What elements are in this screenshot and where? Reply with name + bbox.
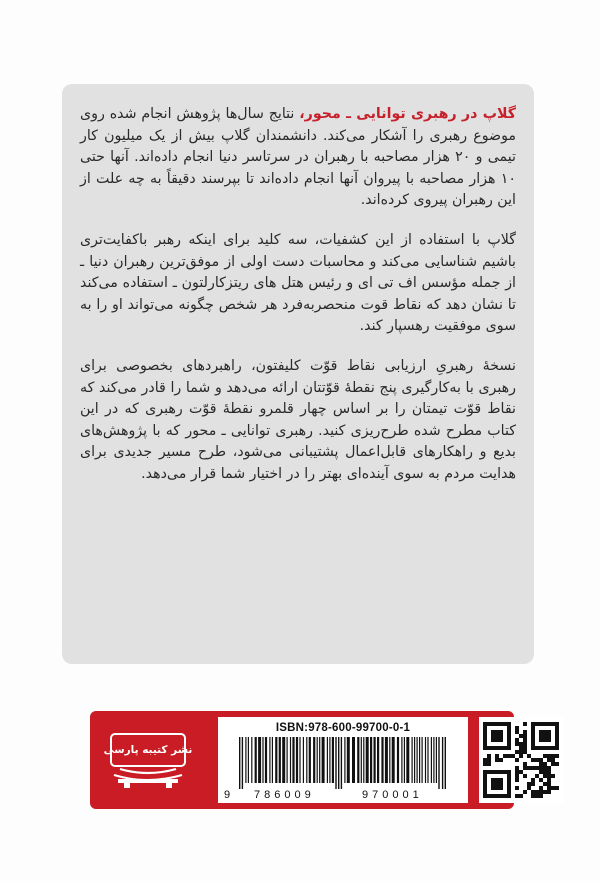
blurb-paragraph-2 (80, 230, 516, 338)
barcode-group-1: 786009 (254, 789, 315, 801)
qr-code (479, 717, 563, 803)
publisher-logo-text: نشر کتیبه پارسی (110, 733, 186, 767)
publisher-bar (90, 711, 514, 809)
blurb-paragraph-1 (80, 104, 516, 212)
book-title-highlight: گلاپ در رهبری توانایی ـ محور، (299, 106, 516, 122)
isbn-barcode (218, 717, 468, 803)
blurb-paragraph-3 (80, 356, 516, 486)
isbn-label: ISBN:978-600-99700-0-1 (275, 722, 411, 734)
publisher-logo-base-icon (106, 767, 190, 789)
blurb-text-2: گلاپ با استفاده از این کشفیات، سه کلید برای اینکه رهبر باکفایت‌تری باشیم شناسایی می‌کند و محاسبات دست اولی از موفق‌ترین رهبران دنیا ـ از جمله مؤسس اف تی ای و رئیس هتل های ریتزکارلتون ـ استفاده می‌کند تا نشان دهد که نقاط قوت منحصربه‌فرد هر شخص چگونه می‌تواند او را به سوی موفقیت رهسپار کند. (80, 231, 516, 335)
publisher-logo (103, 733, 193, 789)
blurb-text-3: نسخهٔ رهبریِ ارزیابی نقاط قوّت کلیفتون، راهبردهای بخصوصی برای رهبری با به‌کارگیری پنج نقطهٔ قوّتتان ارائه می‌دهد و شما را قادر می‌کند که نقاط قوّت تیمتان را بر اساس چهار قلمرو نقطهٔ قوّت رهبری که در این کتاب مطرح شده طرح‌ریزی کنید. رهبری توانایی ـ محور که با پژوهش‌های بدیع و راهکارهای قابل‌اعمال پشتیبانی می‌شود، طرح مسیر جدیدی برای هدایت مردم به سوی آینده‌ای بهتر را در اختیار شما قرار می‌دهد. (80, 357, 516, 482)
blurb-panel (62, 84, 534, 664)
barcode-lead-digit: 9 (224, 789, 231, 801)
barcode-digits (224, 789, 462, 802)
barcode-icon (227, 737, 459, 789)
barcode-group-2: 970001 (362, 789, 423, 801)
qr-code-icon (483, 722, 559, 798)
blurb-text-1: نتایج سال‌ها پژوهش انجام شده روی موضوع رهبری را آشکار می‌کند. دانشمندان گلاپ بیش از یک میلیون کار تیمی و ۲۰ هزار مصاحبه با رهبران در سرتاسر دنیا انجام داده‌اند. آنها حتی ۱۰ هزار مصاحبه با پیروان آنها انجام داده‌اند تا بپرسند دقیقاً به چه علت از این رهبران پیروی کرده‌اند. (80, 106, 516, 209)
